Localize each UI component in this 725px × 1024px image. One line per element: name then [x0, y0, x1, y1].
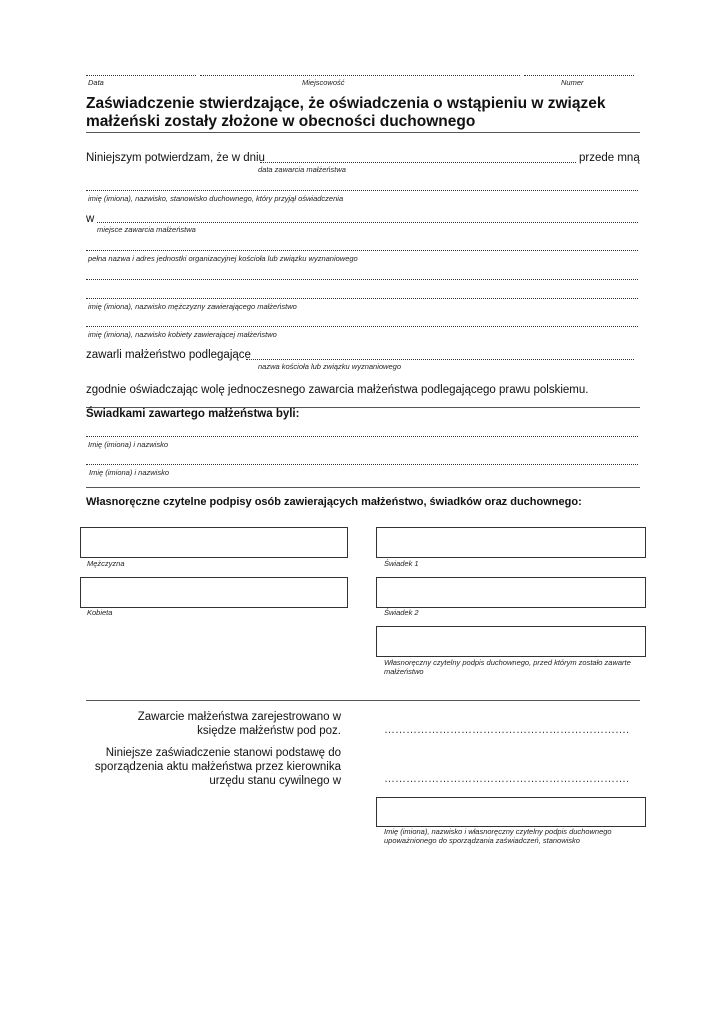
clergy-caption: imię (imiona), nazwisko, stanowisko duchownego, który przyjął oświadczenia: [88, 194, 344, 203]
witness1-signature-box[interactable]: [376, 527, 646, 558]
church-unit-caption: pełna nazwa i adres jednostki organizacyjnej kościoła lub związku wyznaniowego: [88, 254, 358, 263]
clergy-signature-caption: Własnoręczny czytelny podpis duchownego, przed którym zostało zawarte małżeństwo: [384, 658, 631, 676]
document-title: Zaświadczenie stwierdzające, że oświadczenia o wstąpieniu w związek małżeński zostały złożone w obecności duchownego: [86, 95, 606, 130]
woman-signature-caption: Kobieta: [87, 608, 113, 617]
church-name-field[interactable]: [246, 359, 634, 360]
woman-name-field[interactable]: [86, 326, 638, 327]
clergy-field[interactable]: [86, 190, 638, 191]
authorized-clergy-caption: Imię (imiona), nazwisko i własnoręczny czytelny podpis duchownego upoważnionego do sporządzania zaświadczeń, stanowisko: [384, 827, 612, 845]
man-signature-caption: Mężczyzna: [87, 559, 125, 568]
place-of-marriage-caption: miejsce zawarcia małżeństwa: [97, 225, 196, 234]
registration-dots: ………………………………………………………….: [384, 724, 630, 736]
intro-lead: Niniejszym potwierdzam, że w dniu: [86, 152, 265, 164]
church-unit-field[interactable]: [86, 250, 638, 251]
number-label: Numer: [561, 78, 584, 87]
registration-text: Zawarcie małżeństwa zarejestrowano w księdze małżeństw pod poz.: [137, 711, 341, 737]
date-label: Data: [88, 78, 104, 87]
man-name-caption: imię (imiona), nazwisko mężczyzny zawierającego małżeństwo: [88, 302, 297, 311]
place-label: Miejscowość: [302, 78, 345, 87]
witness2-name-field[interactable]: [86, 464, 638, 465]
title-divider: [86, 132, 640, 133]
date-field[interactable]: [86, 75, 196, 76]
registry-office-dots: ………………………………………………………….: [384, 773, 630, 785]
witness2-caption: Imię (imiona) i nazwisko: [89, 468, 170, 477]
marriage-date-caption: data zawarcia małżeństwa: [258, 165, 346, 174]
woman-signature-box[interactable]: [80, 577, 348, 608]
man-signature-box[interactable]: [80, 527, 348, 558]
married-statement: zgodnie oświadczając wolę jednoczesnego zawarcia małżeństwa podlegającego prawu polskiemu.: [86, 384, 589, 396]
woman-name-caption: imię (imiona), nazwisko kobiety zawierającej małżeństwo: [88, 330, 277, 339]
witness1-caption: Imię (imiona) i nazwisko: [88, 440, 169, 449]
witness2-signature-box[interactable]: [376, 577, 646, 608]
w-prefix: w: [86, 213, 95, 225]
witnesses-heading: Świadkami zawartego małżeństwa byli:: [86, 408, 300, 420]
church-name-caption: nazwa kościoła lub związku wyznaniowego: [258, 362, 401, 371]
church-unit-field-2[interactable]: [86, 279, 638, 280]
signatures-heading: Własnoręczne czytelne podpisy osób zawierających małżeństwo, świadków oraz duchownego:: [86, 496, 582, 508]
number-field[interactable]: [524, 75, 634, 76]
married-lead: zawarli małżeństwo podlegające: [86, 349, 251, 361]
witness1-signature-caption: Świadek 1: [384, 559, 419, 568]
clergy-signature-box[interactable]: [376, 626, 646, 657]
witness2-signature-caption: Świadek 2: [384, 608, 419, 617]
man-name-field[interactable]: [86, 298, 638, 299]
basis-text: Niniejsze zaświadczenie stanowi podstawę do sporządzenia aktu małżeństwa przez kierownika urzędu stanu cywilnego w: [94, 747, 341, 787]
signatures-divider: [86, 700, 640, 701]
witness1-name-field[interactable]: [86, 436, 638, 437]
place-of-marriage-field[interactable]: [97, 222, 638, 223]
marriage-date-field[interactable]: [260, 162, 576, 163]
witnesses-divider: [86, 487, 640, 488]
place-field[interactable]: [200, 75, 520, 76]
intro-tail: przede mną: [579, 152, 640, 164]
authorized-clergy-signature-box[interactable]: [376, 797, 646, 827]
